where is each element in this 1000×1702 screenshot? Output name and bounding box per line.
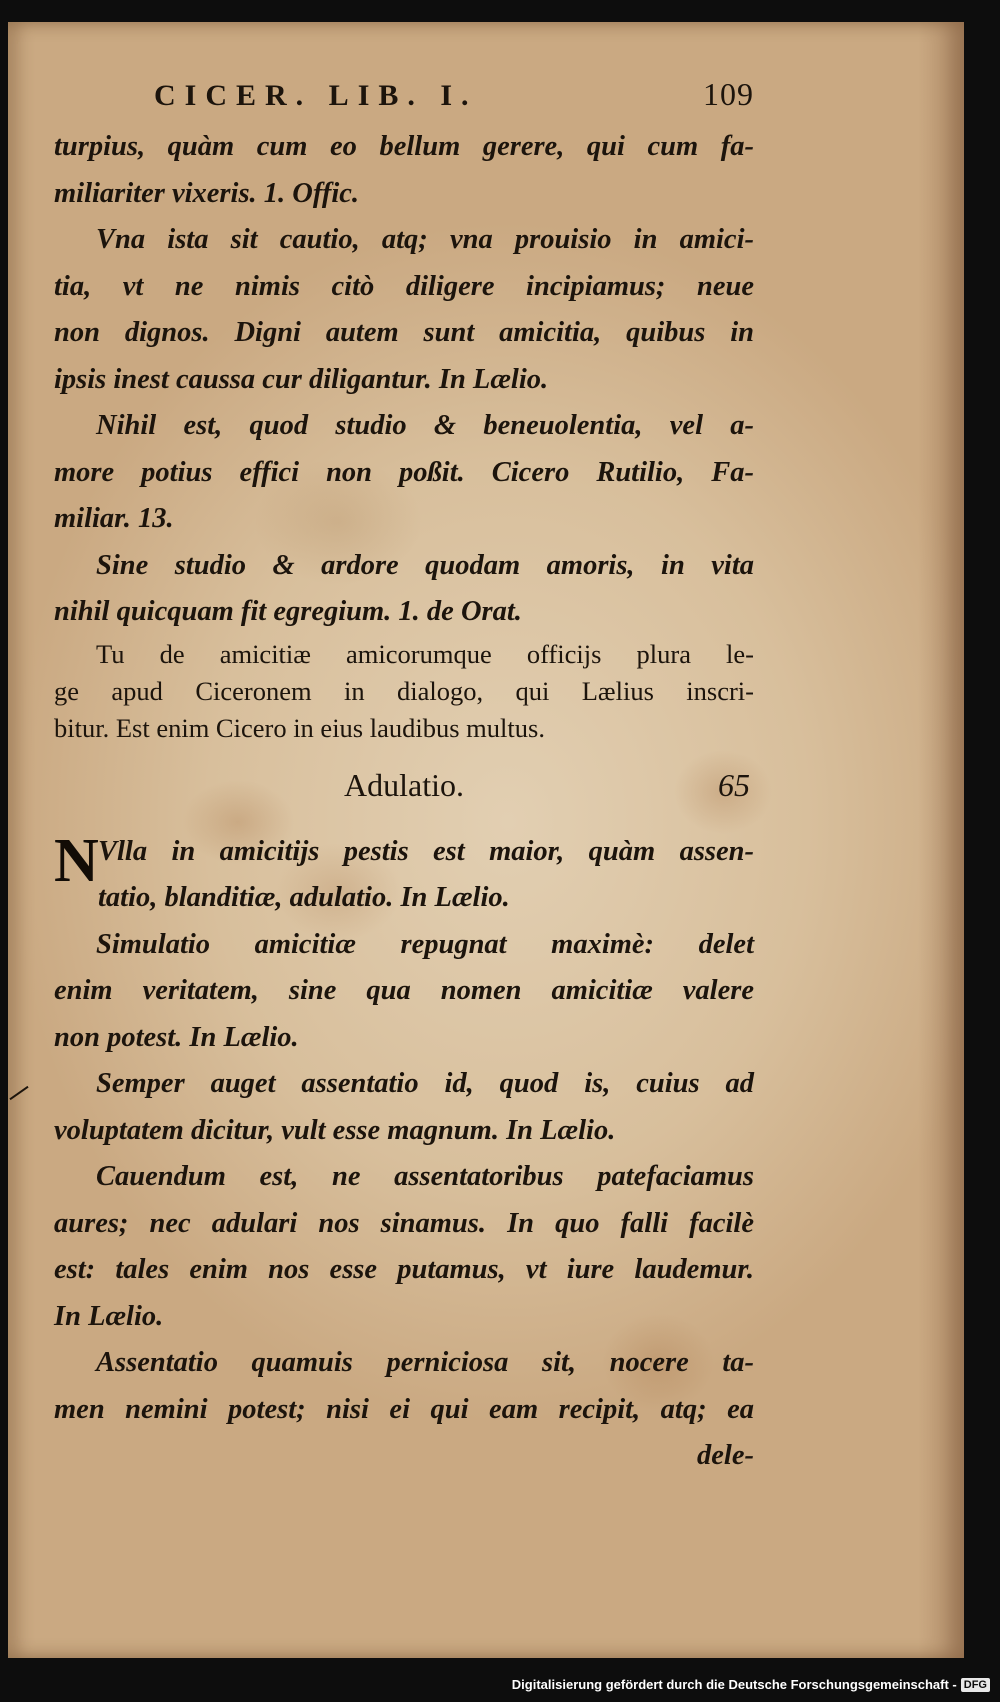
text-line: tia, vt ne nimis citò diligere incipiamus; neue <box>54 270 754 302</box>
text-line: miliar. 13. <box>54 503 174 534</box>
margin-mark <box>9 1086 28 1100</box>
text-line: non dignos. Digni autem sunt amicitia, quibus in <box>54 317 754 348</box>
text-line: Semper auget assentatio id, quod is, cuius ad <box>96 1068 754 1099</box>
page-text <box>54 76 754 1480</box>
text-line: ge apud Ciceronem in dialogo, qui Lælius inscri- <box>54 675 754 706</box>
running-title: CICER. LIB. I. <box>154 79 478 112</box>
text-line: non potest. In Lælio. <box>54 1021 299 1053</box>
text-line: tatio, blanditiæ, adulatio. In Lælio. <box>98 882 510 913</box>
section-number: 65 <box>718 766 750 803</box>
drop-cap: N <box>54 826 99 895</box>
dfg-logo: DFG <box>961 1678 990 1692</box>
text-line: Tu de amicitiæ amicorumque officijs plura le- <box>96 638 754 669</box>
text-line: In Lælio. <box>54 1300 164 1332</box>
text-line: ipsis inest caussa cur diligantur. In Lælio. <box>54 363 549 395</box>
text-line: Cauendum est, ne assentatoribus patefaciamus <box>96 1161 754 1192</box>
text-line: Vlla in amicitijs pestis est maior, quàm assen- <box>98 835 754 867</box>
text-line: Assentatio quamuis perniciosa sit, nocere ta- <box>96 1347 754 1378</box>
section-heading <box>54 753 754 829</box>
catchword: dele- <box>697 1440 754 1471</box>
running-header <box>54 76 754 124</box>
text-line: enim veritatem, sine qua nomen amicitiæ valere <box>54 975 754 1006</box>
text-line: men nemini potest; nisi ei qui eam recipit, atq; ea <box>54 1393 754 1425</box>
section-title: Adulatio. <box>344 766 464 803</box>
drop-cap-paragraph <box>54 826 754 922</box>
text-line: miliariter vixeris. 1. Offic. <box>54 177 360 209</box>
page-number: 109 <box>703 76 754 112</box>
digitization-credit <box>512 1677 990 1692</box>
text-line: Sine studio & ardore quodam amoris, in vita <box>96 549 754 581</box>
text-line: Simulatio amicitiæ repugnat maximè: delet <box>96 928 754 960</box>
text-line: est: tales enim nos esse putamus, vt iure laudemur. <box>54 1254 754 1285</box>
text-line: more potius effici non poßit. Cicero Rutilio, Fa- <box>54 456 754 488</box>
text-line: voluptatem dicitur, vult esse magnum. In Lælio. <box>54 1114 616 1146</box>
text-line: Vna ista sit cautio, atq; vna prouisio in amici- <box>96 224 754 255</box>
text-line: Nihil est, quod studio & beneuolentia, vel a- <box>96 410 754 441</box>
credit-text: Digitalisierung gefördert durch die Deutsche Forschungsgemeinschaft - <box>511 1677 957 1692</box>
text-line: nihil quicquam fit egregium. 1. de Orat. <box>54 596 522 627</box>
text-line: aures; nec adulari nos sinamus. In quo falli facilè <box>54 1207 754 1239</box>
text-line: turpius, quàm cum eo bellum gerere, qui cum fa- <box>54 131 754 162</box>
text-line: bitur. Est enim Cicero in eius laudibus multus. <box>54 712 545 743</box>
book-page <box>8 22 964 1658</box>
